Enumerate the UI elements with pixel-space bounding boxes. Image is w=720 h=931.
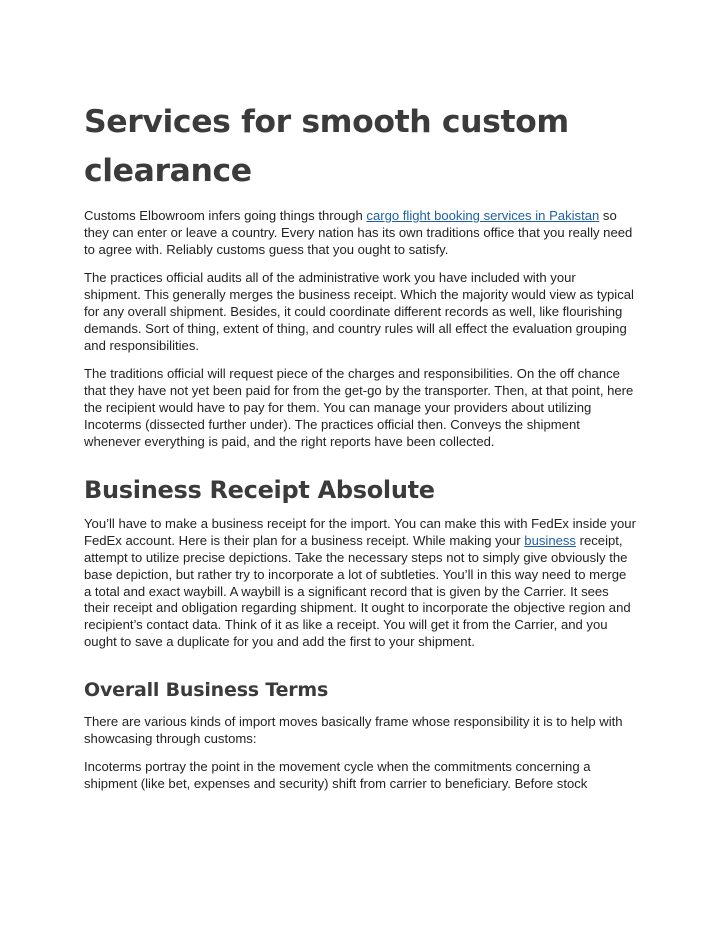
section-heading-business-terms: Overall Business Terms xyxy=(84,678,329,701)
section-heading-business-receipt: Business Receipt Absolute xyxy=(84,476,435,505)
paragraph-charges: The traditions official will request piece of the charges and responsibilities. On the off chance that they have not yet been paid for from the get-go by the transporter. Then, at that point, here the recipient would have to pay for them. You can manage your providers about utilizing Incoterms (dissected further under). The practices official then. Conveys the shipment whenever everything is paid, and the right reports have been collected. xyxy=(84,366,634,449)
receipt-text-before: You’ll have to make a business receipt for the import. You can make this with FedEx inside your FedEx account. Here is their plan for a business receipt. While making your xyxy=(84,516,636,549)
intro-text-before: Customs Elbowroom infers going things through xyxy=(84,208,367,223)
business-link[interactable]: business xyxy=(524,533,576,549)
intro-paragraph xyxy=(84,208,636,258)
intro-text-after: so they can enter or leave a country. Every nation has its own traditions office that you really need to agree with. Reliably customs guess that you ought to satisfy. xyxy=(84,208,633,257)
paragraph-business-receipt xyxy=(84,516,636,650)
paragraph-import-moves: There are various kinds of import moves basically frame whose responsibility it is to help with showcasing through customs: xyxy=(84,713,623,746)
receipt-text-after: receipt, attempt to utilize precise depictions. Take the necessary steps not to simply give obviously the base depiction, but rather try to incorporate a lot of subtleties. You’ll in this way need to merge a total and exact waybill. A waybill is a significant record that is given by the Carrier. It sees their receipt and obligation regarding shipment. It ought to incorporate the objective region and recipient’s contact data. Think of it as like a receipt. You will get it from the Carrier, and you ought to save a duplicate for you and add the first to your shipment. xyxy=(84,533,631,649)
page-title: Services for smooth custom clearance xyxy=(84,104,569,189)
paragraph-audit: The practices official audits all of the administrative work you have included with your shipment. This generally merges the business receipt. Which the majority would view as typical for any overall shipment. Besides, it could coordinate different records as well, like flourishing demands. Sort of thing, extent of thing, and country rules will all effect the evaluation grouping and responsibilities. xyxy=(84,270,634,353)
paragraph-incoterms: Incoterms portray the point in the movement cycle when the commitments concerning a shipment (like bet, expenses and security) shift from carrier to beneficiary. Before stock xyxy=(84,759,591,792)
cargo-booking-link[interactable]: cargo flight booking services in Pakistan xyxy=(366,208,600,223)
